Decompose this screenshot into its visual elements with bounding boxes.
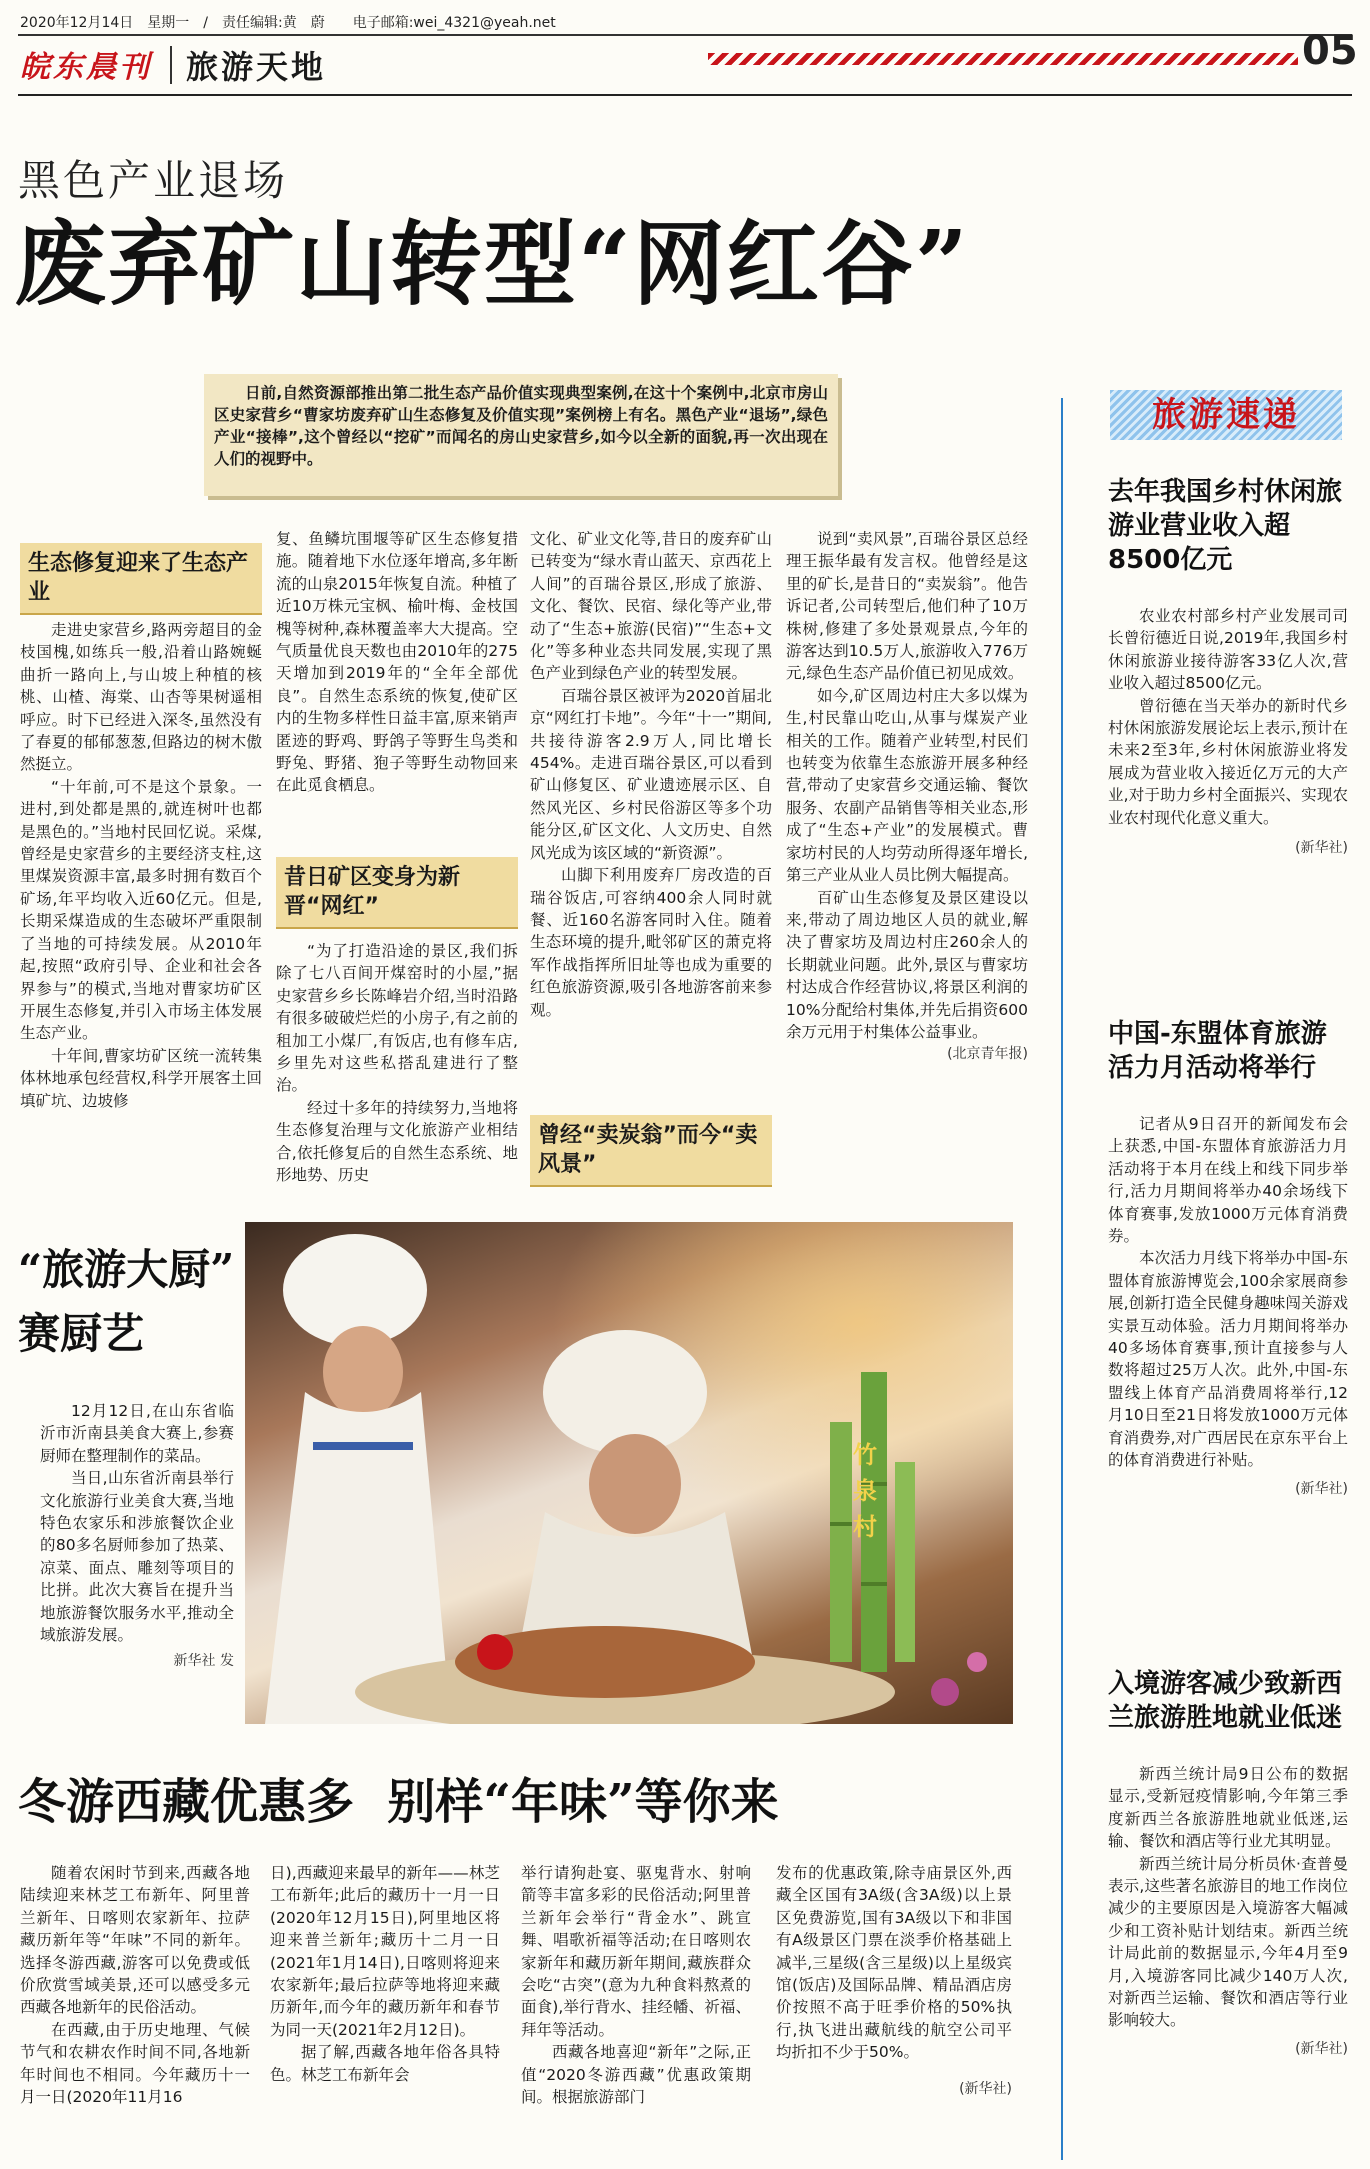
tibet-col-3: 举行请狗赴宴、驱鬼背水、射响箭等丰富多彩的民俗活动;阿里普兰新年会举行“背金水”、跳宣舞、唱歌祈福等活动;在日喀则农家新年和藏历新年期间,藏族群众会吃“古突”(意为九种食料熬煮的面食),举行背水、挂经幡、祈福、拜年等活动。 西藏各地喜迎“新年”之际,正值“2020冬游西藏”优惠政策期间。根据旅游部门 [521,1864,751,2107]
col-1: 走进史家营乡,路两旁超目的金枝国槐,如练兵一般,沿着山路婉蜒曲折一路向上,与山坡上种植的核桃、山楂、海棠、山杏等果树遥相呼应。时下已经进入深冬,虽然没有了春夏的郁郁葱葱,但路边的树木傲然挺立。 “十年前,可不是这个景象。一进村,到处都是黑的,就连树叶也都是黑色的。”当地村民回忆说。采煤,曾经是史家营乡的主要经济支柱,这里煤炭资源丰富,最多时拥有数百个矿场,年平均收入近60亿元。但是,长期采煤造成的生态破坏严重限制了当地的可持续发展。从2010年起,按照“政府引导、企业和社会各界参与”的模式,当地对曹家坊矿区开展生态修复,并引入市场主体发展生态产业。 十年间,曹家坊矿区统一流转集体林地承包经营权,科学开展客土回填矿坑、边坡修 [20,621,262,1110]
paper-name: 皖东晨刊 [20,50,152,85]
page-number: 05 [1302,28,1358,74]
tibet-headline: 冬游西藏优惠多 别样“年味”等你来 [18,1774,779,1830]
subhead-3: 曾经“卖炭翁”而今“卖风景” [530,1115,772,1187]
header-date-line: 2020年12月14日 星期一 / 责任编辑:黄 蔚 电子邮箱:wei_4321@yeah.net [20,15,556,31]
subhead-2: 昔日矿区变身为新晋“网红” [276,857,518,929]
tibet-col-1: 随着农闲时节到来,西藏各地陆续迎来林芝工布新年、阿里普兰新年、日喀则农家新年、拉萨藏历新年等“年味”不同的新年。选择冬游西藏,游客可以免费或低价欣赏雪域美景,还可以感受多元西藏各地新年的民俗活动。 在西藏,由于历史地理、气候节气和农耕农作时间不同,各地新年时间也不相同。今年藏历十一月一日(2020年11月16 [20,1864,250,2107]
sidebar-news-2 [1108,1017,1348,1498]
sidebar-title: 旅游速递 [1152,395,1300,435]
tibet-credit: (新华社) [959,2080,1012,2097]
chef-photo-art [245,1222,1013,1724]
sidebar-news-1 [1108,475,1348,857]
chef-headline-line1: “旅游大厨” [18,1245,235,1294]
tibet-col-4: 发布的优惠政策,除寺庙景区外,西藏全区国有3A级(含3A级)以上景区免费游览,国有3A级以下和非国有A级景区门票在淡季价格基础上减半,三星级(含三星级)以上星级宾馆(饭店)及国际品牌、精品酒店房价按照不高于旺季价格的50%执行,执飞进出藏航线的航空公司平均折扣不少于50%。 (新华社) [776,1862,1012,2100]
chef-body: 12月12日,在山东省临沂市沂南县美食大赛上,参赛厨师在整理制作的菜品。 当日,山东省沂南县举行文化旅游行业美食大赛,当地特色农家乐和涉旅餐饮企业的80多名厨师参加了热菜、凉菜、面点、雕刻等项目的比拼。此次大赛旨在提升当地旅游餐饮服务水平,推动全域旅游发展。 新华社 发 [40,1400,234,1673]
lede-box [204,374,838,496]
col-3: 文化、矿业文化等,昔日的废弃矿山已转变为“绿水青山蓝天、京西花上人间”的百瑞谷景区,形成了旅游、文化、餐饮、民宿、绿化等产业,带动了“生态+旅游(民宿)”“生态+文化”等多种业态共同发展,实现了黑色产业到绿色产业的转型发展。 百瑞谷景区被评为2020首届北京“网红打卡地”。今年“十一”期间,共接待游客2.9万人,同比增长454%。走进百瑞谷景区,可以看到矿山修复区、矿业遗迹展示区、自然风光区、乡村民俗游区等多个功能分区,矿区文化、人文历史、自然风光成为该区域的“新资源”。 山脚下利用废弃厂房改造的百瑞谷饭店,可容纳400余人同时就餐、近160名游客同时入住。随着生态环境的提升,毗邻矿区的萧克将军作战指挥所旧址等也成为重要的红色旅游资源,吸引各地游客前来参观。 [530,530,772,1019]
main-headline: 废弃矿山转型“网红谷” [14,210,970,318]
subhead-1: 生态修复迎来了生态产业 [20,543,262,615]
chef-photo [245,1222,1013,1724]
col-2b: “为了打造沿途的景区,我们拆除了七八百间开煤窑时的小屋,”据史家营乡乡长陈峰岩介绍,当时沿路有很多破破烂烂的小房子,有之前的租加工小煤厂,有饭店,也有修车店,乡里先对这些私搭乱建进行了整治。 经过十多年的持续努力,当地将生态修复治理与文化旅游产业相结合,依托修复后的自然生态系统、地形地势、历史 [276,942,518,1185]
sidebar-rule [1061,398,1063,2160]
header-stripe-band [708,53,1298,65]
sidebar-title-badge [1110,390,1342,440]
sidebar-news-3-body: 新西兰统计局9日公布的数据显示,受新冠疫情影响,今年第三季度新西兰各旅游胜地就业低迷,运输、餐饮和酒店等行业尤其明显。 新西兰统计局分析员休·查普曼表示,这些著名旅游目的地工作岗位减少的主要原因是入境游客大幅减少和工资补贴计划结束。新西兰统计局此前的数据显示,今年4月至9月,入境游客同比减少140万人次,对新西兰运输、餐饮和酒店等行业影响较大。 [1108,1765,1348,2030]
sidebar-news-2-body: 记者从9日召开的新闻发布会上获悉,中国-东盟体育旅游活力月活动将于本月在线上和线下同步举行,活力月期间将举办40余场线下体育赛事,发放1000万元体育消费券。 本次活力月线下将举办中国-东盟体育旅游博览会,100余家展商参展,创新打造全民健身趣味闯关游戏实景互动体验。活力月期间将举办40多场体育赛事,预计直接参与人数将超过25万人次。此外,中国-东盟线上体育产品消费周将举行,12月10日至21日将发放1000万元体育消费券,对广西居民在京东平台上的体育消费进行补贴。 [1108,1115,1348,1470]
sidebar-news-1-headline: 去年我国乡村休闲旅游业营业收入超8500亿元 [1108,477,1343,575]
sidebar-news-3-credit: (新华社) [1295,2040,1348,2057]
sidebar-news-2-headline: 中国-东盟体育旅游活力月活动将举行 [1108,1019,1327,1083]
col-2a: 复、鱼鳞坑围堰等矿区生态修复措施。随着地下水位逐年增高,多年断流的山泉2015年恢复自流。种植了近10万株元宝枫、榆叶梅、金枝国槐等树种,森林覆盖率大大提高。空气质量优良天数也由2010年的275天增加到2019年的“全年全部优良”。自然生态系统的恢复,使矿区内的生物多样性日益丰富,原来销声匿迹的野鸡、野鸽子等野生鸟类和野兔、野猪、狍子等野生动物回来在此觅食栖息。 [276,530,518,795]
header-rule-bottom [18,94,1352,96]
main-credit: (北京青年报) [947,1046,1028,1063]
chef-headline-line2: 赛厨艺 [18,1309,145,1358]
section-name: 旅游天地 [186,48,327,86]
col-4: 说到“卖风景”,百瑞谷景区总经理王振华最有发言权。他曾经是这里的矿长,是昔日的“卖炭翁”。他告诉记者,公司转型后,他们种了10万株树,修建了多处景观景点,今年的游客达到10.5万人,旅游收入776万元,绿色生态产品价值已初见成效。 如今,矿区周边村庄大多以煤为生,村民靠山吃山,从事与煤炭产业相关的工作。随着产业转型,村民们也转变为依靠生态旅游开展多种经营,带动了史家营乡交通运输、餐饮服务、农副产品销售等相关业态,形成了“生态+产业”的发展模式。曹家坊村民的人均劳动所得逐年增长,第三产业从业人员比例大幅提高。 百矿山生态修复及景区建设以来,带动了周边地区人员的就业,解决了曹家坊及周边村庄260余人的长期就业问题。此外,景区与曹家坊村达成合作经营协议,将景区利润的10%分配给村集体,并先后捐资600余万元用于村集体公益事业。 (北京青年报) [786,528,1028,1066]
sidebar-news-1-body: 农业农村部乡村产业发展司司长曾衍德近日说,2019年,我国乡村休闲旅游业接待游客33亿人次,营业收入超过8500亿元。 曾衍德在当天举办的新时代乡村休闲旅游发展论坛上表示,预计在未来2至3年,乡村休闲旅游业将发展成为营业收入接近亿万元的大产业,对于助力乡村全面振兴、实现农业农村现代化意义重大。 [1108,607,1348,827]
chef-headline [18,1238,234,1366]
header-rule-top [18,34,1352,36]
chef-credit: 新华社 发 [173,1653,234,1670]
tibet-col-2: 日),西藏迎来最早的新年——林芝工布新年;此后的藏历十一月一日(2020年12月15日),阿里地区将迎来普兰新年;藏历十二月一日(2021年1月14日),日喀则将迎来农家新年;最后拉萨等地将迎来藏历新年,而今年的藏历新年和春节为同一天(2021年2月12日)。 据了解,西藏各地年俗各具特色。林芝工布新年会 [270,1864,500,2084]
sidebar-news-3 [1108,1667,1348,2058]
kicker: 黑色产业退场 [18,156,289,205]
header-divider [170,46,172,84]
lede-text: 日前,自然资源部推出第二批生态产品价值实现典型案例,在这十个案例中,北京市房山区史家营乡“曹家坊废弃矿山生态修复及价值实现”案例榜上有名。黑色产业“退场”,绿色产业“接棒”,这个曾经以“挖矿”而闻名的房山史家营乡,如今以全新的面貌,再一次出现在人们的视野中。 [214,384,828,468]
chef-photo-sign: 竹泉村 [853,1440,877,1541]
sidebar-news-1-credit: (新华社) [1295,840,1348,857]
sidebar-news-2-credit: (新华社) [1295,1480,1348,1497]
sidebar-news-3-headline: 入境游客减少致新西兰旅游胜地就业低迷 [1108,1669,1343,1733]
